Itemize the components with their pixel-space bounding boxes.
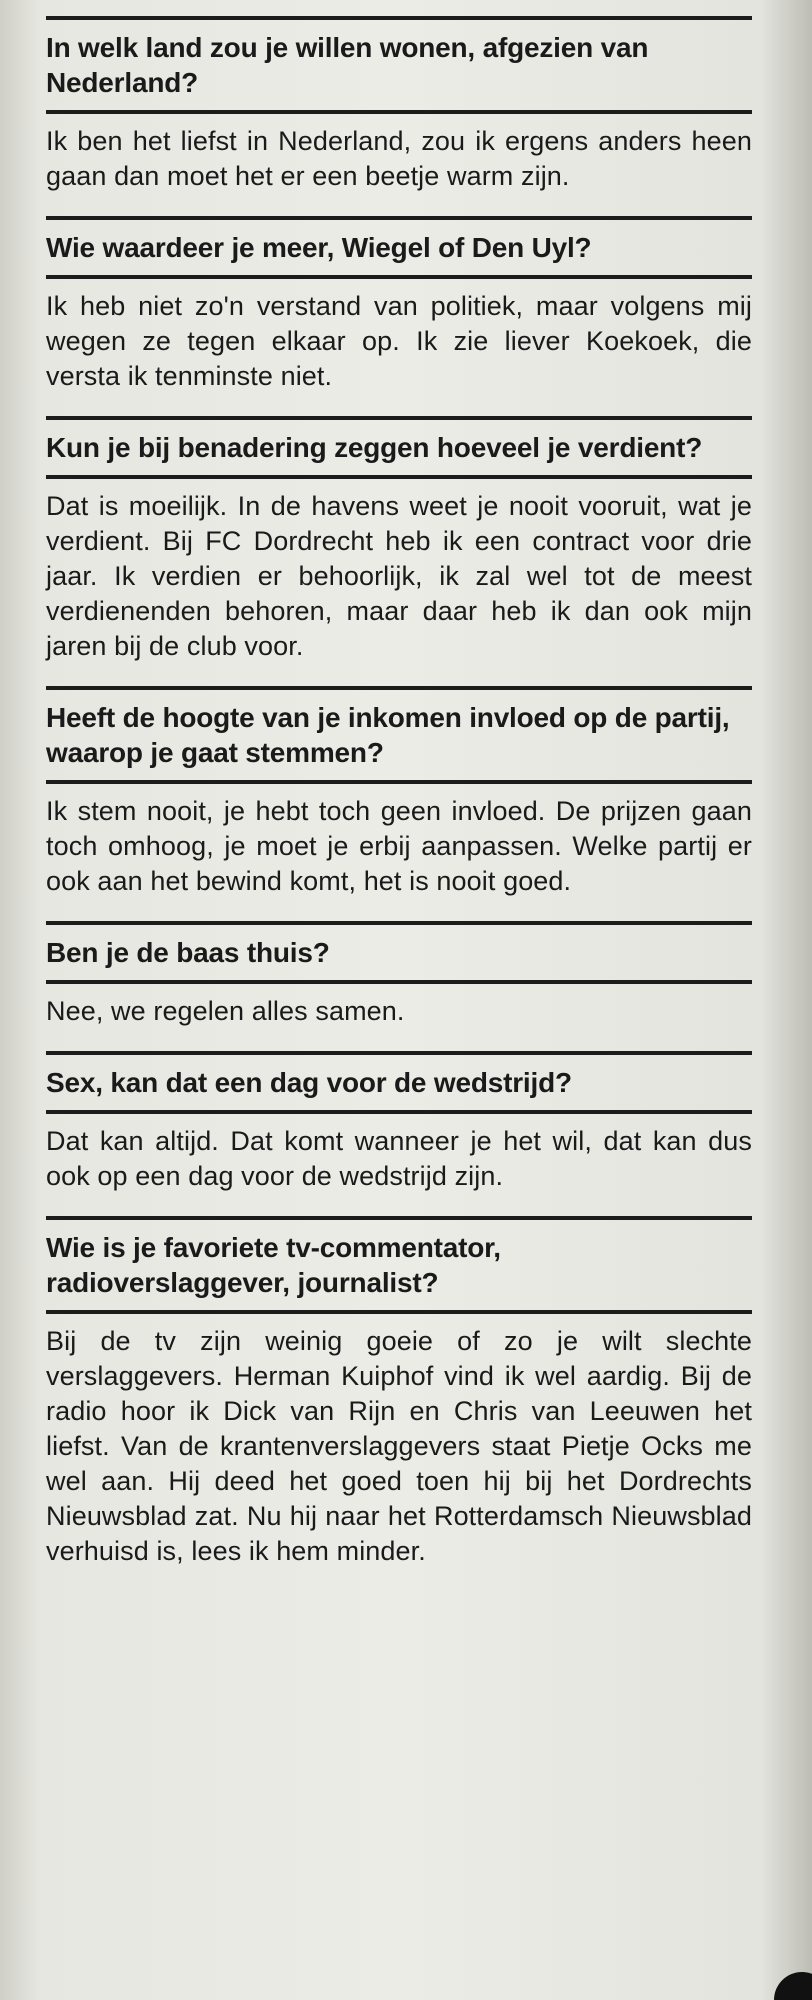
answer-text: Nee, we regelen alles samen. xyxy=(46,996,405,1026)
answer-text: Ik ben het liefst in Nederland, zou ik ergens anders heen gaan dan moet het er een beetje warm zijn. xyxy=(46,126,752,191)
qa-item-1 xyxy=(46,16,752,216)
page-corner-shadow xyxy=(774,1972,812,2000)
answer-text: Ik heb niet zo'n verstand van politiek, maar volgens mij wegen ze tegen elkaar op. Ik zie liever Koekoek, die versta ik tenminste niet. xyxy=(46,291,752,391)
question-text: Wie waardeer je meer, Wiegel of Den Uyl? xyxy=(46,232,592,263)
answer-text: Bij de tv zijn weinig goeie of zo je wilt slechte verslaggevers. Herman Kuiphof vind ik wel aardig. Bij de radio hoor ik Dick van Rijn en Chris van Leeuwen het liefst. Van de krantenverslaggevers staat Pietje Ocks me wel aan. Hij deed het goed toen hij bij het Dordrechts Nieuwsblad zat. Nu hij naar het Rotterdamsch Nieuwsblad verhuisd is, lees ik hem minder. xyxy=(46,1326,752,1566)
question-text: Heeft de hoogte van je inkomen invloed op de partij, waarop je gaat stemmen? xyxy=(46,702,730,768)
question-text: Sex, kan dat een dag voor de wedstrijd? xyxy=(46,1067,572,1098)
qa-item-4 xyxy=(46,686,752,921)
question-text: Ben je de baas thuis? xyxy=(46,937,330,968)
interview-column xyxy=(46,0,752,1591)
qa-item-6 xyxy=(46,1051,752,1216)
question-text: Kun je bij benadering zeggen hoeveel je verdient? xyxy=(46,432,703,463)
qa-item-2 xyxy=(46,216,752,416)
answer-text: Dat is moeilijk. In de havens weet je nooit vooruit, wat je verdient. Bij FC Dordrecht heb ik een contract voor drie jaar. Ik verdien er behoorlijk, ik zal wel tot de meest verdienenden behoren, maar daar heb ik dan ook mijn jaren bij de club voor. xyxy=(46,491,752,661)
answer-text: Ik stem nooit, je hebt toch geen invloed. De prijzen gaan toch omhoog, je moet je erbij aanpassen. Welke partij er ook aan het bewind komt, het is nooit goed. xyxy=(46,796,752,896)
question-text: Wie is je favoriete tv-commentator, radioverslaggever, journalist? xyxy=(46,1232,501,1298)
answer-text: Dat kan altijd. Dat komt wanneer je het wil, dat kan dus ook op een dag voor de wedstrijd zijn. xyxy=(46,1126,752,1191)
qa-item-7 xyxy=(46,1216,752,1591)
question-text: In welk land zou je willen wonen, afgezien van Nederland? xyxy=(46,32,649,98)
qa-item-5 xyxy=(46,921,752,1051)
qa-item-3 xyxy=(46,416,752,686)
